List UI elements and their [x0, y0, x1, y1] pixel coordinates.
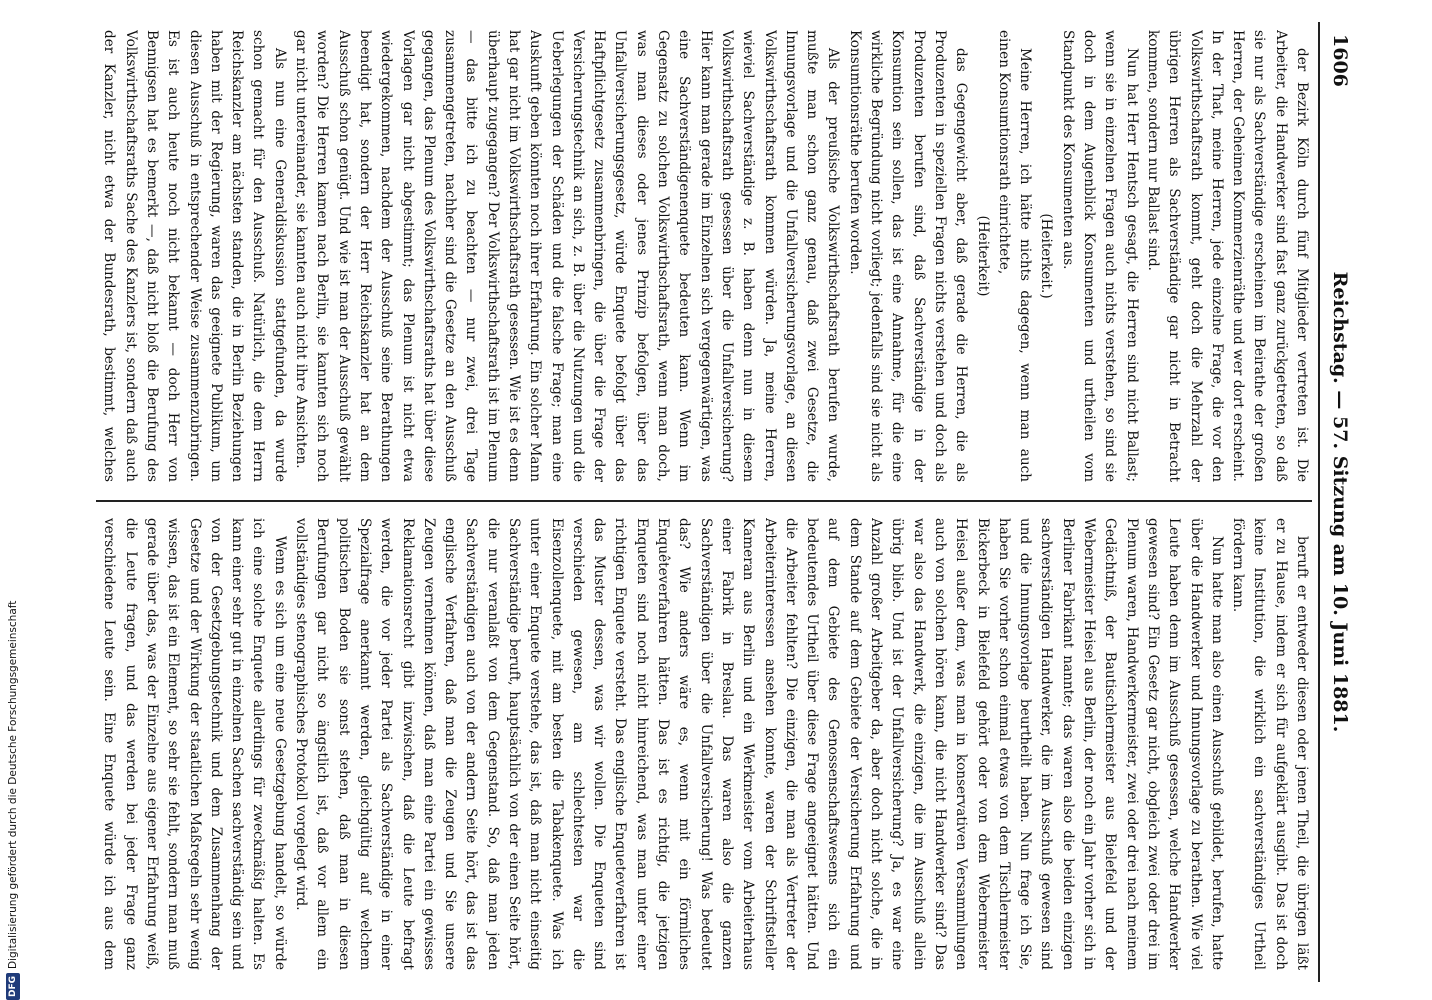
- column-divider: [96, 500, 1312, 502]
- digitization-credit-text: Digitalisierung gefördert durch die Deutsche Forschungsgemeinschaft: [7, 600, 19, 969]
- right-text-column: [96, 518, 1312, 970]
- paragraph: Nun hatte man also einen Ausschuß gebildet, berufen, hatte über die Handwerker und Innungsvorlage zu berathen. Wie viel Leute haben denn im Ausschuß gesessen, welche Handwerker gewesen sind? Ein Gesetz gar nicht, obgleich zwei oder drei im Plenum waren, Handwerkermeister, zwei oder drei nach meinem Gedächtniß, der Bautischlermeister aus Bielefeld und der Webermeister Heisel aus Berlin, der noch ein Jahr vorher sich in Berliner Fabrikant nannte; das waren also die beiden einzigen sachverständigen Handwerker, die im Ausschuß gewesen sind und die Innungsvorlage beurtheilt haben. Nun frage ich Sie, haben Sie vorher schon einmal etwas von dem Tischlermeister Bickerbeck in Bielefeld gehört oder von dem Webermeister Heisel außer dem, was man in konservativen Versammlungen auch von solchen hören kann, die nicht Handwerker sind? Das war also das Handwerk, die einzigen, die im Ausschuß allein übrig blieb. Und ist der Unfallversicherung? Ja, es war eine Anzahl großer Arbeitgeber da, aber doch nicht solche, die in dem Stande auf dem Gebiete der Versicherung Erfahrung und auf dem Gebiete des Genossenschaftswesens sich ein bedeutendes Urtheil über diese Frage angeeignet hätten. Und die Arbeiter fehlten? Die einzigen, die man als Vertreter der Arbeiterinteressen ansehen konnte, waren der Schriftsteller Kameran aus Berlin und ein Werkmeister vom Arbeiterhaus einer Fabrik in Breslau. Das waren also die ganzen Sachverständigen über die Unfallversicherung! Was bedeutet das? Wie anders wäre es, wenn mit ein förmliches Enquêteverfahren hätten. Das ist es richtig, die jetzigen Enqueten sind noch nicht hinreichend, was man unter einer richtigen Enquete versteht. Das englische Enqueteverfahren ist das Muster dessen, was wir wollen. Die Enqueten sind verschieden gewesen, am schlechtesten war die Eisenzollenquete, mit am besten die Tabakenquete. Was ich unter einer Enquete verstehe, das ist, daß man nicht einseitig Sachverständige beruft, hauptsächlich von der einen Seite hört, die nur veranlaßt von dem Gegenstand. So, daß man jeden Sachverständigen auch von der andern Seite hört, das ist das englische Verfahren, daß man die Zeugen und Sie unsere Zeugen vernehmen können, daß man eine Partei ein gewisses Reklamationsrecht gibt inzwischen, daß die Leute befragt werden, die vor jeder Partei als Sachverständige in einer Spezialfrage anerkannt werden, gleichgültig auf welchem politischen Boden sie sonst stehen, daß man in diesen Berufungen gar nicht so ängstlich ist, daß vor allem ein vollständiges stenographisches Protokoll vorgelegt wird.: [293, 518, 1225, 970]
- page-number: 1606: [1329, 34, 1351, 87]
- paragraph: (Heiterkeit): [974, 215, 991, 297]
- paragraph: Nun hat Herr Hentsch gesagt, die Herren sind nicht Ballast; wenn sie in einzelnen Fragen auch nichts verstehen, so sind sie doch in dem Augenblick Konsumenten und urtheilen vom Standpunkt des Konsumenten aus.: [1059, 30, 1140, 482]
- paragraph: Meine Herren, ich hätte nichts dagegen, wenn man auch einen Konsumtionsrath einrichtete,: [995, 30, 1034, 482]
- digitization-credit: [4, 0, 22, 1000]
- left-text-column: [96, 30, 1312, 482]
- paragraph: Als der preußische Volkswirthschaftsrath berufen wurde, mußte man schon ganz genau, daß zwei Gesetze, die Innungsvorlage und die Unfallversicherungsvorlage, an diesen Volkswirthschaftsrath kommen würden. Ja, meine Herren, wieviel Sachverständige z. B. haben denn nun in diesem Volkswirthschaftsrath gesessen über die Unfallversicherung? Hier kann man gerade im Einzelnen sich vergegenwärtigen, was eine Sachverständigenenquete bedeuten kann. Wenn im Gegensatz zu solchen Volkswirthschaftsrath, wenn man doch, was man dieses oder jenes Prinzip befolgen, über das Unfallversicherungsgesetz, würde Enquete befolgt über das Haftpflichtgesetz zusammenbringen, die über die Frage der Versicherungstechnik an sich, z. B. über die Nutzungen und die Ueberlegungen der Schäden und die falsche Frage; man eine Auskunft geben könnten noch ihrer Erfahrung. Ein solcher Mann hat gar nicht im Volkswirthschaftsrath gesessen. Wie ist es denn überhaupt zugegangen? Der Volkswirthschaftsrath ist im Plenum — das bitte ich zu beachten — nur zwei, drei Tage zusammengetreten, nachher sind die Gesetze an den Ausschuß gegangen, das Plenum des Volkswirthschaftsraths hat über diese Vorlagen gar nicht abgestimmt; das Plenum ist nicht etwa wiedergekommen, nachdem der Ausschuß seine Berathungen beendigt hat, sondern der Herr Reichskanzler hat an dem Ausschuß schon genügt. Und wie ist man der Ausschuß gewählt worden? Die Herren kamen nach Berlin, sie kannten sich noch gar nicht untereinander, sie kannten auch nicht ihre Ansichten.: [293, 30, 842, 482]
- paragraph: beruft er entweder diesen oder jenen Theil, die übrigen läßt er zu Hause, indem er sich für aufgeklärt ausgibt. Das ist doch keine Institution, die wirklich ein sachverständiges Urtheil fördern kann.: [1230, 518, 1310, 970]
- paragraph: (Heiterkeit.): [1038, 213, 1055, 299]
- paragraph: das Gegengewicht aber, daß gerade die Herren, die als Produzenten in speziellen Fragen nichts verstehen und doch als Produzenten berufen sind, daß Sachverständige in der Konsumtion sein sollen, das ist eine Annahme, für die eine wirkliche Begründung nicht vorliegt; jedenfalls sind sie nicht als Konsumtionsräthe berufen worden.: [846, 30, 970, 482]
- paragraph: Als nun eine Generaldiskussion stattgefunden, da wurde schon gemacht für den Ausschuß. Natürlich, die dem Herrn Reichskanzler am nächsten standen, die in Berlin Beziehungen haben mit der Regierung, waren das geeignete Publikum, um diesen Ausschuß in entsprechender Weise zusammenzubringen. Es ist auch heute noch nicht bekannt — doch Herr von Bennigsen hat es bemerkt —, daß nicht bloß die Berufung des Volkswirthschaftsraths Sache des Kanzlers ist, sondern daß auch der Kanzler, nicht etwa der Bundesrath, bestimmt, welches: [101, 30, 288, 482]
- dfg-logo-icon: DFG: [6, 973, 20, 1000]
- header-rule: [1318, 22, 1320, 982]
- paragraph: der Bezirk Köln durch fünf Mitglieder vertreten ist. Die Arbeiter, die Handwerker sind fast ganz zurückgetreten, so daß sie nur als Sachverständige erscheinen im Beirathe der großen Herren, der Geheimen Kommerzienräthe und wer dort erscheint. In der That, meine Herren, jede einzelne Frage, die vor den Volkswirthschaftsrath kommt, geht doch die Mehrzahl der übrigen Herren als Sachverständige gar nicht in Betracht kommen, sondern nur Ballast sind.: [1144, 30, 1310, 482]
- page-header: [1322, 22, 1358, 982]
- paragraph: Wenn es sich um eine neue Gesetzgebung handelt, so würde ich eine solche Enquete allerdings für zweckmäßig halten. Es kann einer sehr gut in einzelnen Sachen sachverständig sein und von der Gesetzgebungstechnik und dem Zusammenhang der Gesetze und der Wirkung der staatlichen Maßregeln sehr wenig wissen, das ist ein Element, so sehr sie fehlt, sondern man muß gerade über das, was der Einzelne aus eigener Erfahrung weiß, die Leute fragen, und das werden bei jeder Frage ganz verschiedene Leute sein. Eine Enquete würde ich aus dem: [101, 518, 288, 970]
- scanned-page: [88, 22, 1358, 982]
- running-title: Reichstag. — 57. Sitzung am 10. Juni 1881.: [1329, 271, 1351, 733]
